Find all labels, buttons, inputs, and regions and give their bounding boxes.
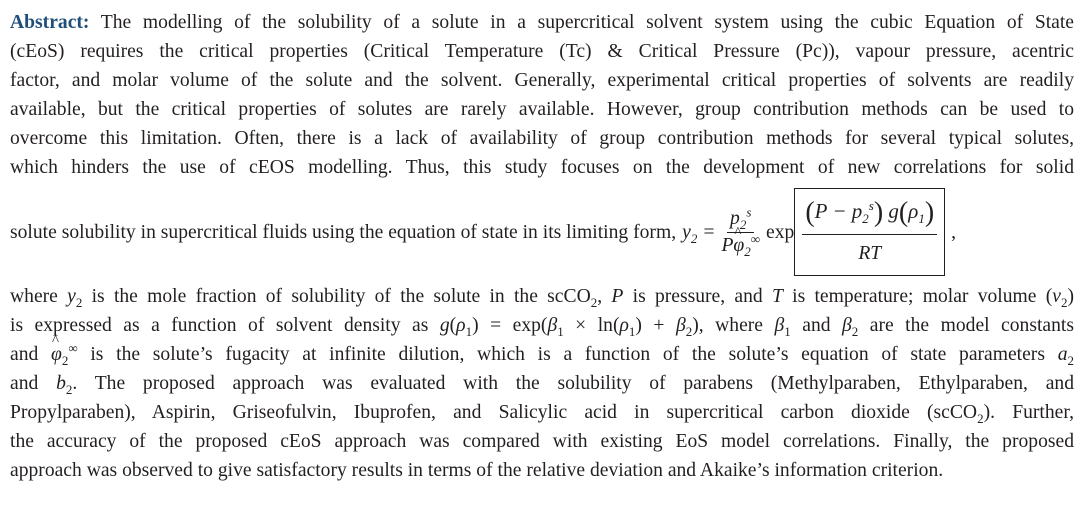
abstract-line: overcome this limitation. Often, there is a lack of availability of group contribution methods for several typical solutes, (10, 128, 1074, 149)
equation-bracket: $\frac{(P - p_2^s) g(\rho_1)}{RT}$ (794, 188, 945, 276)
abstract-line: the accuracy of the proposed cEoS approach was compared with existing EoS model correlations. Finally, the proposed (10, 431, 1074, 452)
abstract-line: where $y_2$ is the mole fraction of solubility of the solute in the scCO$_2$, P is pressure, and T is temperature; molar volume $(v_2)$ (10, 286, 1074, 310)
abstract-text: solute solubility in supercritical fluids using the equation of state in its limiting form, (10, 221, 677, 243)
equation-line: solute solubility in supercritical fluids using the equation of state in its limiting form, $y_2$ = $\frac{p_2^s}{P\^{} \varphi_2^\infty}$ exp $\frac{(P - p_2^s) g(\rho_1)}{RT}$ , (10, 182, 1074, 282)
abstract-line: factor, and molar volume of the solute and the solvent. Generally, experimental critical properties of solvents are readily (10, 70, 1074, 91)
abstract-line: and $b_2$. The proposed approach was evaluated with the solubility of parabens (Methylparaben, Ethylparaben, and (10, 373, 1074, 397)
equation-fraction: $\frac{p_2^s}{P\^{} \varphi_2^\infty}$ (718, 207, 763, 258)
abstract-line (10, 8, 1074, 37)
abstract-line: approach was observed to give satisfactory results in terms of the relative deviation and Akaike’s information criterion. (10, 460, 944, 481)
abstract-line: available, but the critical properties of solutes are rarely available. However, group contribution methods can be used to (10, 99, 1074, 120)
abstract-text: The modelling of the solubility of a solute in a supercritical solvent system using the cubic Equation of State (100, 12, 1074, 33)
abstract-label: Abstract: (10, 12, 90, 33)
abstract-line: (cEoS) requires the critical properties (Critical Temperature (Tc) & Critical Pressure (Pc)), vapour pressure, acentric (10, 41, 1074, 62)
equation: $y_2$ = (682, 221, 716, 246)
abstract-line: Propylparaben), Aspirin, Griseofulvin, Ibuprofen, and Salicylic acid in supercritical carbon dioxide (scCO$_2$). Further, (10, 402, 1074, 426)
abstract-line: and ^ $\varphi_2^\infty$ is the solute’s fugacity at infinite dilution, which is a function of the solute’s equation of state parameters $a_2$ (10, 340, 1074, 369)
equation-exp: exp (766, 221, 795, 243)
abstract-line: which hinders the use of cEOS modelling. Thus, this study focuses on the development of new correlations for solid (10, 157, 1074, 178)
abstract-line: is expressed as a function of solvent density as $g(\rho_1) = \exp(\beta_1 \times \ln(\rho_1) + \beta_2)$, where $\beta_1$ and $\beta_2$ are the model constants (10, 315, 1074, 339)
